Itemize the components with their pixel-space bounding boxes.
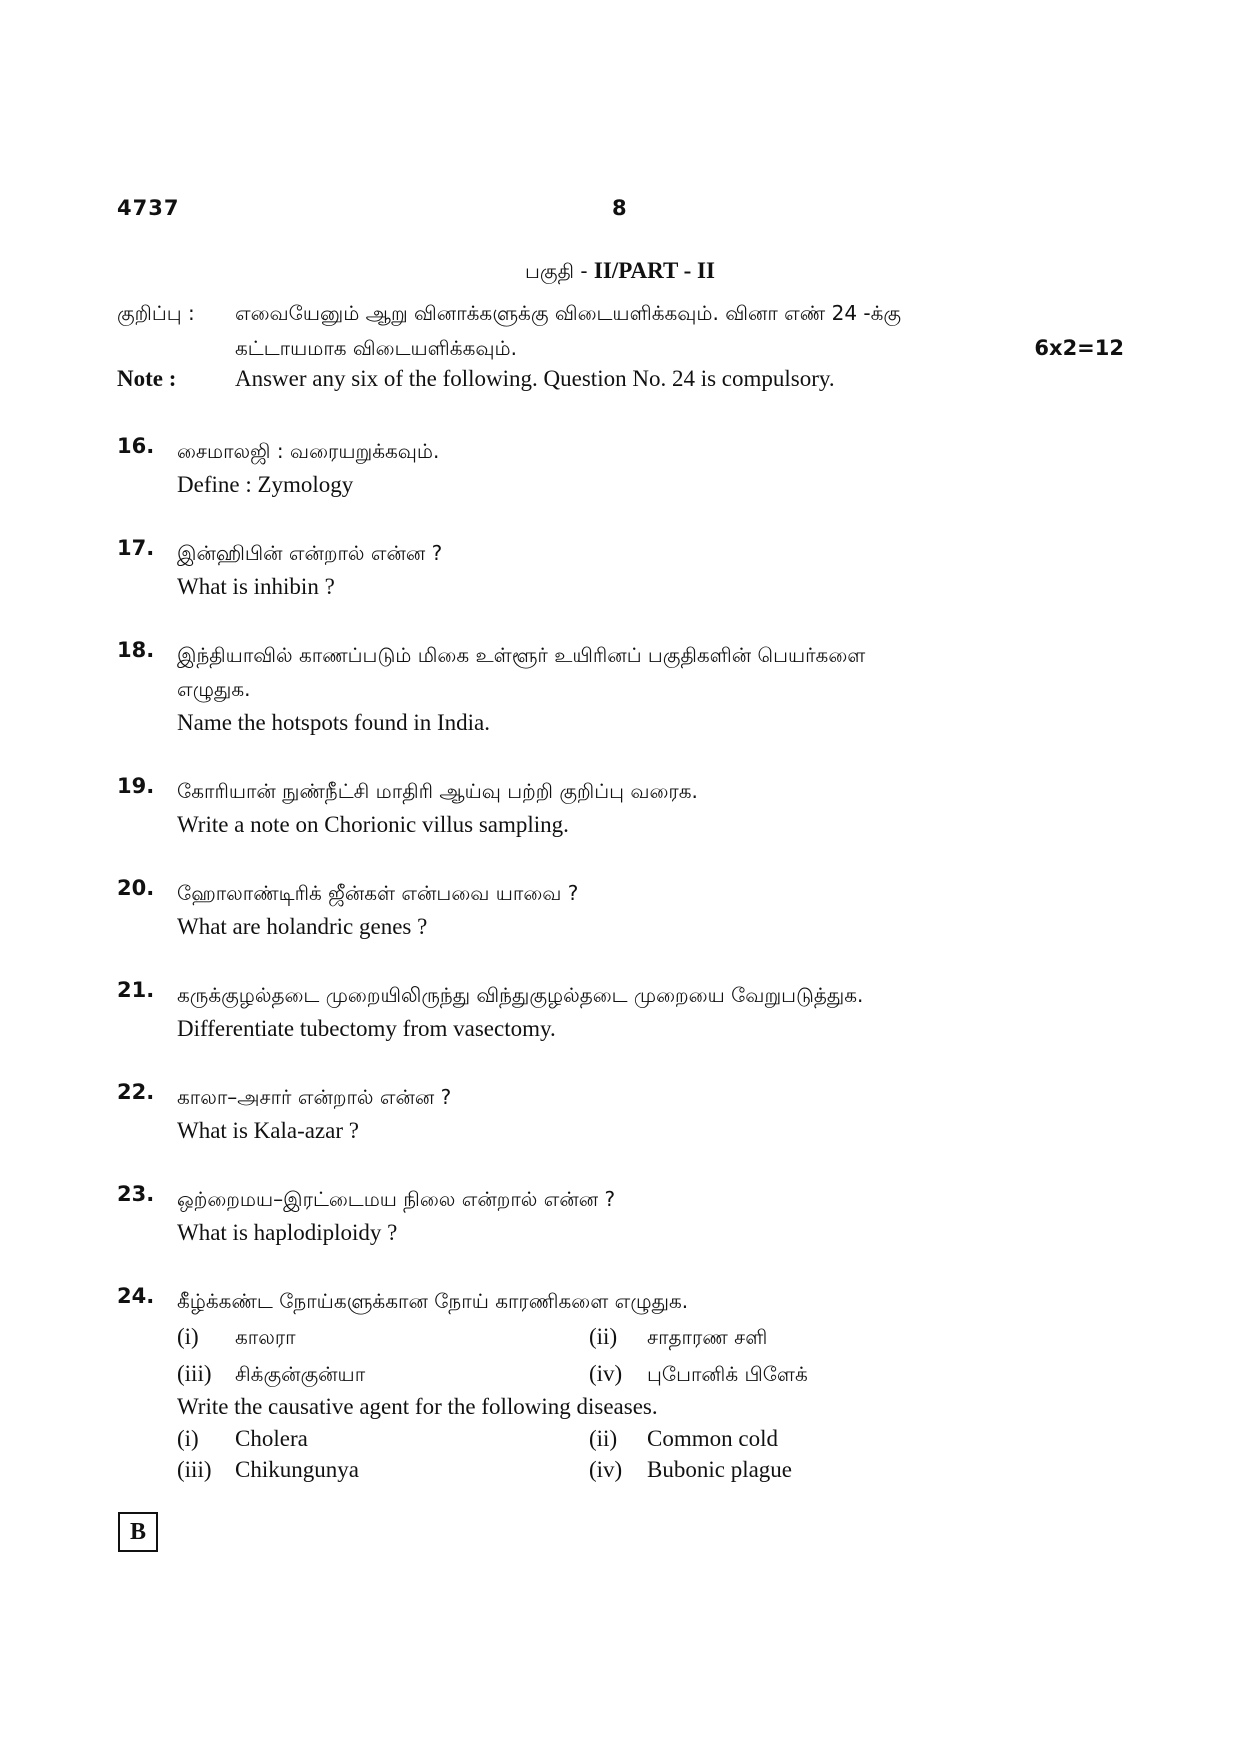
- question-text-tamil: இன்ஹிபின் என்றால் என்ன ?: [177, 541, 443, 565]
- question-24: [117, 1284, 1097, 1484]
- question-number: 18.: [117, 638, 155, 662]
- tamil-note-line-1: எவையேனும் ஆறு வினாக்களுக்கு விடையளிக்கவும். வினா எண் 24 -க்கு: [235, 301, 902, 325]
- english-option-iii: [177, 1453, 359, 1487]
- question-number: 24.: [117, 1284, 155, 1308]
- tamil-note-line-2: கட்டாயமாக விடையளிக்கவும்.: [235, 336, 517, 360]
- tamil-option-iii: [177, 1357, 365, 1391]
- question-text-english: What is inhibin ?: [177, 574, 335, 599]
- question-text-tamil: கீழ்க்கண்ட நோய்களுக்கான நோய் காரணிகளை எழுதுக.: [177, 1289, 689, 1313]
- option-numeral: (i): [177, 1324, 199, 1349]
- question-text-english: What is Kala-azar ?: [177, 1118, 359, 1143]
- option-text: புபோனிக் பிளேக்: [647, 1362, 808, 1386]
- question-text-english: What is haplodiploidy ?: [177, 1220, 398, 1245]
- option-text: Bubonic plague: [647, 1457, 792, 1482]
- question-text-english: Name the hotspots found in India.: [177, 710, 491, 735]
- marks-allocation: 6x2=12: [1034, 336, 1124, 360]
- question-text-tamil: கோரியான் நுண்நீட்சி மாதிரி ஆய்வு பற்றி குறிப்பு வரைக.: [177, 779, 698, 803]
- question-text-english: Define : Zymology: [177, 472, 354, 497]
- english-option-i: [177, 1422, 308, 1456]
- question-text-tamil: சைமாலஜி : வரையறுக்கவும்.: [177, 439, 440, 463]
- question-text-tamil: ஹோலாண்டிரிக் ஜீன்கள் என்பவை யாவை ?: [177, 881, 579, 905]
- question-number: 17.: [117, 536, 155, 560]
- question-text-tamil: கருக்குழல்தடை முறையிலிருந்து விந்துகுழல்தடை முறையை வேறுபடுத்துக.: [177, 983, 864, 1007]
- question-text-english: Write the causative agent for the following diseases.: [177, 1394, 658, 1419]
- paper-code: 4737: [117, 196, 180, 220]
- question-number: 22.: [117, 1080, 155, 1104]
- question-number: 23.: [117, 1182, 155, 1206]
- question-number: 20.: [117, 876, 155, 900]
- question-text-english: What are holandric genes ?: [177, 914, 428, 939]
- question-number: 16.: [117, 434, 155, 458]
- question-text-english: Differentiate tubectomy from vasectomy.: [177, 1016, 556, 1041]
- option-text: Cholera: [235, 1426, 308, 1451]
- option-numeral: (i): [177, 1426, 199, 1451]
- option-text: சிக்குன்குன்யா: [235, 1362, 366, 1386]
- english-option-iv: [589, 1453, 792, 1487]
- question-text-tamil-cont: எழுதுக.: [177, 677, 251, 701]
- question-text-tamil: ஒற்றைமய–இரட்டைமய நிலை என்றால் என்ன ?: [177, 1187, 616, 1211]
- question-text-english: Write a note on Chorionic villus sampling.: [177, 812, 569, 837]
- question-number: 21.: [117, 978, 155, 1002]
- tamil-option-i: [177, 1320, 296, 1354]
- option-numeral: (iii): [177, 1361, 212, 1386]
- tamil-note-label: குறிப்பு :: [117, 301, 195, 325]
- part-title-tamil: பகுதி -: [525, 259, 594, 283]
- english-option-ii: [589, 1422, 778, 1456]
- question-paper-version-box: B: [118, 1512, 158, 1552]
- option-text: சாதாரண சளி: [647, 1325, 768, 1349]
- question-number: 19.: [117, 774, 155, 798]
- english-note-text: Answer any six of the following. Question No. 24 is compulsory.: [235, 366, 835, 391]
- question-text-tamil: காலா–அசார் என்றால் என்ன ?: [177, 1085, 452, 1109]
- tamil-option-iv: [589, 1357, 808, 1391]
- tamil-option-ii: [589, 1320, 767, 1354]
- page-number: 8: [612, 196, 627, 220]
- part-heading: [0, 258, 1240, 286]
- option-numeral: (iv): [589, 1457, 623, 1482]
- question-text-tamil: இந்தியாவில் காணப்படும் மிகை உள்ளூர் உயிரினப் பகுதிகளின் பெயர்களை: [177, 643, 866, 667]
- option-numeral: (iv): [589, 1361, 623, 1386]
- option-numeral: (iii): [177, 1457, 212, 1482]
- option-text: Common cold: [647, 1426, 778, 1451]
- option-text: காலரா: [235, 1325, 296, 1349]
- part-title-english: II/PART - II: [593, 258, 715, 283]
- option-numeral: (ii): [589, 1426, 618, 1451]
- option-numeral: (ii): [589, 1324, 618, 1349]
- english-note-label: Note :: [117, 366, 177, 391]
- option-text: Chikungunya: [235, 1457, 359, 1482]
